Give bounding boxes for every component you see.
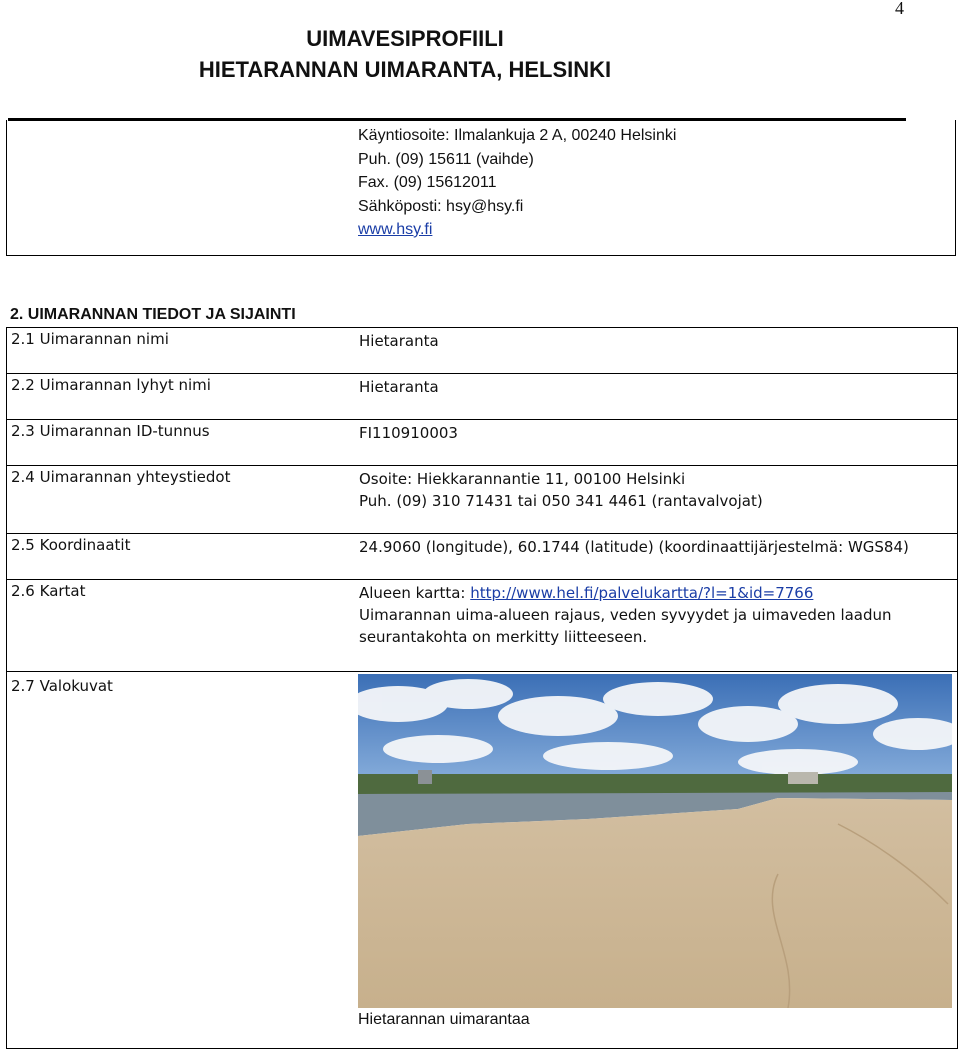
table-row [6, 327, 958, 374]
section-heading: 2. UIMARANNAN TIEDOT JA SIJAINTI [10, 306, 296, 323]
beach-photo [358, 674, 952, 1008]
row-label: 2.5 Koordinaatit [11, 536, 131, 554]
contact-phone-value: Puh. (09) 310 71431 tai 050 341 4461 (rantavalvojat) [359, 492, 763, 510]
row-label: 2.7 Valokuvat [11, 677, 113, 695]
row-value [359, 468, 763, 512]
table-row [6, 533, 958, 580]
row-value: FI110910003 [359, 424, 458, 442]
contact-address-value: Osoite: Hiekkarannantie 11, 00100 Helsinki [359, 470, 686, 488]
photo-caption: Hietarannan uimarantaa [358, 1011, 530, 1028]
document-title: UIMAVESIPROFIILI [306, 26, 504, 51]
row-label: 2.1 Uimarannan nimi [11, 330, 169, 348]
table-row [6, 579, 958, 672]
contact-email: Sähköposti: hsy@hsy.fi [358, 197, 524, 215]
document-subtitle: HIETARANNAN UIMARANTA, HELSINKI [198, 57, 612, 82]
row-label: 2.3 Uimarannan ID-tunnus [11, 422, 210, 440]
map-note-line1: Uimarannan uima-alueen rajaus, veden syvyydet ja uimaveden laadun [359, 606, 892, 624]
row-value: 24.9060 (longitude), 60.1744 (latitude) (koordinaattijärjestelmä: WGS84) [359, 538, 909, 556]
row-label: 2.6 Kartat [11, 582, 86, 600]
contact-phone: Puh. (09) 15611 (vaihde) [358, 150, 534, 168]
row-value [359, 582, 892, 648]
row-label: 2.2 Uimarannan lyhyt nimi [11, 376, 211, 394]
row-label: 2.4 Uimarannan yhteystiedot [11, 468, 231, 486]
contact-fax: Fax. (09) 15612011 [358, 174, 497, 191]
contact-address: Käyntiosoite: Ilmalankuja 2 A, 00240 Helsinki [358, 127, 677, 144]
page-number: 4 [895, 0, 904, 18]
contact-info [358, 124, 676, 242]
map-note-line2: seurantakohta on merkitty liitteeseen. [359, 628, 648, 646]
map-link[interactable]: http://www.hel.fi/palvelukartta/?l=1&id=7766 [470, 584, 814, 602]
row-value: Hietaranta [359, 332, 439, 350]
website-link[interactable]: www.hsy.fi [358, 221, 433, 238]
table-row [6, 465, 958, 534]
map-prefix: Alueen kartta: [359, 584, 471, 602]
row-value: Hietaranta [359, 378, 439, 396]
table-row [6, 419, 958, 466]
table-row [6, 373, 958, 420]
